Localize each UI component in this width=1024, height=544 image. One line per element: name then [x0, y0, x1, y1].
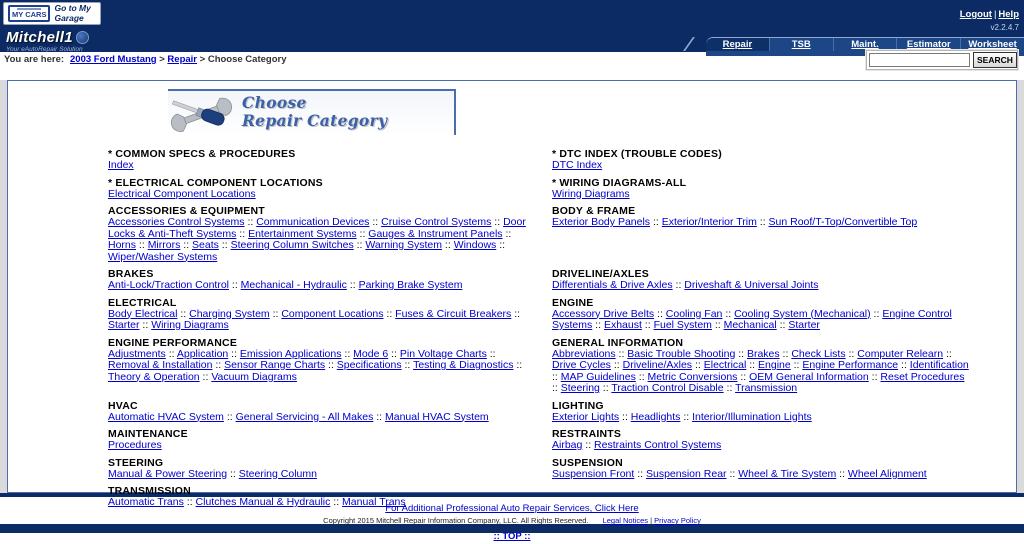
link-separator: :: — [212, 359, 225, 371]
category-heading: STEERING — [108, 456, 164, 469]
content-band — [0, 80, 1024, 508]
category-section — [108, 457, 526, 486]
tools-icon — [170, 93, 232, 135]
category-links — [552, 469, 972, 481]
link-separator: :: — [672, 279, 685, 291]
link-separator: :: — [870, 307, 883, 320]
link-separator: :: — [139, 319, 152, 331]
breadcrumb-current: Choose Category — [207, 54, 287, 65]
category-link[interactable]: Exterior/Interior Trim — [661, 216, 757, 228]
category-link[interactable]: Mechanical — [723, 319, 777, 331]
link-separator: :: — [491, 216, 504, 228]
category-links — [552, 349, 972, 395]
category-link[interactable]: Engine — [758, 359, 791, 371]
link-separator: :: — [650, 216, 662, 228]
category-section — [552, 205, 972, 268]
search-panel — [866, 50, 1018, 70]
category-links — [552, 440, 972, 452]
link-separator: :: — [223, 410, 236, 423]
version-label: v2.2.4.7 — [990, 23, 1019, 32]
category-link[interactable]: Cruise Control Systems — [381, 216, 492, 228]
copyright-text: Copyright 2015 Mitchell Repair Information Company, LLC. All Rights Reserved. — [323, 516, 589, 525]
category-link[interactable]: Restraints Control Systems — [594, 439, 722, 451]
link-separator: :: — [269, 307, 282, 320]
category-link[interactable]: Wiper/Washer Systems — [108, 250, 218, 263]
link-separator: :: — [136, 239, 148, 251]
category-heading: BRAKES — [108, 268, 154, 280]
tab-estimator[interactable]: Estimator — [896, 38, 960, 51]
category-link[interactable]: Identification — [909, 359, 969, 371]
category-link[interactable]: Entertainment Systems — [248, 227, 357, 240]
category-links — [108, 160, 526, 172]
category-link[interactable]: Steering Column Switches — [230, 239, 354, 251]
top-link[interactable]: :: TOP :: — [493, 530, 531, 542]
category-link[interactable]: Exterior Body Panels — [552, 216, 651, 228]
category-link[interactable]: Driveline/Axles — [622, 359, 693, 371]
category-link[interactable]: Check Lists — [791, 347, 846, 360]
category-link[interactable]: Removal & Installation — [108, 359, 213, 371]
logo-tagline: Your eAutoRepair Solution — [6, 46, 83, 53]
category-section — [108, 428, 526, 457]
category-grid — [108, 148, 1016, 514]
garage-label: Go to My Garage — [54, 3, 91, 23]
category-section — [108, 485, 526, 514]
category-link[interactable]: Interior/Illumination Lights — [692, 410, 812, 423]
category-link[interactable]: General Servicing - All Makes — [235, 410, 374, 423]
link-separator: :: — [341, 347, 354, 360]
category-heading: * ELECTRICAL COMPONENT LOCATIONS — [108, 176, 323, 189]
tab-maint[interactable]: Maint. — [833, 38, 897, 51]
link-separator: :: — [229, 279, 241, 291]
link-separator: :: — [836, 467, 848, 480]
category-heading: * DTC INDEX (TROUBLE CODES) — [552, 148, 722, 160]
category-heading: ENGINE PERFORMANCE — [108, 336, 238, 349]
link-separator: :: — [619, 410, 631, 423]
category-link[interactable]: Computer Relearn — [857, 347, 944, 360]
category-link[interactable]: Starter — [108, 319, 140, 331]
category-link[interactable]: Theory & Operation — [108, 370, 200, 383]
link-separator: :: — [634, 467, 646, 480]
link-separator: :: — [244, 216, 257, 228]
category-link[interactable]: Clutches Manual & Hydraulic — [195, 496, 331, 508]
link-separator: :: — [353, 239, 366, 251]
category-link[interactable]: Procedures — [108, 439, 162, 451]
category-link[interactable]: Differentials & Drive Axles — [552, 279, 673, 291]
category-links — [552, 160, 972, 172]
link-separator: :: — [582, 439, 595, 451]
link-separator: :: — [369, 216, 382, 228]
link-separator: :: — [346, 279, 359, 291]
page-title-block — [168, 89, 456, 135]
category-link[interactable]: Wheel & Tire System — [738, 467, 837, 480]
category-heading: DRIVELINE/AXLES — [552, 268, 649, 280]
page-title — [242, 94, 387, 130]
category-link[interactable]: Suspension Front — [552, 467, 635, 480]
category-links — [552, 309, 972, 332]
category-link[interactable]: Accessories Control Systems — [108, 216, 245, 228]
search-input[interactable] — [869, 53, 970, 67]
link-separator: :: — [228, 347, 240, 360]
link-separator: :: — [615, 347, 628, 360]
category-heading: MAINTENANCE — [108, 428, 188, 440]
category-link[interactable]: Steering — [560, 382, 600, 394]
link-separator: :: — [776, 319, 789, 331]
mitchell1-logo[interactable] — [6, 30, 89, 54]
category-links — [108, 349, 526, 384]
category-link[interactable]: Seats — [192, 239, 219, 251]
link-separator: :: — [552, 382, 561, 394]
category-section — [552, 148, 972, 177]
link-separator: :: — [373, 410, 385, 423]
link-separator: :: — [236, 227, 249, 240]
link-separator: :: — [735, 347, 747, 360]
link-separator: :: — [641, 319, 654, 331]
link-separator: :: — [635, 370, 648, 383]
link-separator: :: — [199, 370, 212, 383]
category-heading: ENGINE — [552, 296, 594, 309]
category-section — [108, 297, 526, 337]
category-link[interactable]: Wiring Diagrams — [151, 319, 229, 331]
category-heading: LIGHTING — [552, 399, 604, 412]
nav-tabs — [706, 37, 1024, 51]
link-separator: :: — [692, 359, 704, 371]
link-separator: :: — [898, 359, 910, 371]
page-title-line2: Repair Category — [242, 111, 388, 130]
link-separator: :: — [592, 319, 604, 331]
category-link[interactable]: Cooling Fan — [665, 307, 723, 320]
link-separator: :: — [180, 239, 193, 251]
category-link[interactable]: Brakes — [746, 347, 780, 360]
category-section — [552, 485, 972, 514]
category-link[interactable]: Body Electrical — [108, 307, 178, 320]
category-section — [552, 177, 972, 206]
category-link[interactable]: Index — [108, 159, 134, 171]
links-separator: | — [993, 9, 997, 20]
category-link[interactable]: Wheel Alignment — [847, 467, 927, 480]
category-link[interactable]: Parking Brake System — [358, 279, 463, 291]
category-section — [108, 148, 526, 177]
category-link[interactable]: Exhaust — [603, 319, 642, 331]
category-links — [108, 189, 526, 201]
license-plate-icon — [8, 5, 50, 22]
main-content — [7, 80, 1017, 508]
link-separator: :: — [711, 319, 724, 331]
link-separator: :: — [599, 382, 612, 394]
link-separator: :: — [442, 239, 454, 251]
category-link[interactable]: Application — [176, 347, 229, 360]
category-links — [108, 469, 526, 481]
link-separator: :: — [218, 239, 231, 251]
category-link[interactable]: Electrical — [703, 359, 747, 371]
category-link[interactable]: Specifications — [336, 359, 402, 371]
link-separator: :: — [845, 347, 858, 360]
link-separator: :: — [680, 410, 693, 423]
category-section — [552, 297, 972, 337]
category-links — [552, 217, 972, 229]
category-link[interactable]: Horns — [108, 239, 137, 251]
category-link[interactable]: Manual Trans — [342, 496, 406, 508]
link-separator: :: — [165, 347, 177, 360]
logout-link[interactable]: Logout — [959, 9, 992, 20]
category-link[interactable]: Manual & Power Steering — [108, 467, 228, 480]
category-links — [108, 217, 526, 263]
link-separator: :: — [790, 359, 803, 371]
category-heading: ELECTRICAL — [108, 296, 177, 309]
category-section — [108, 177, 526, 206]
category-links — [108, 280, 526, 292]
category-link[interactable]: Wiring Diagrams — [552, 187, 630, 200]
top-bar — [0, 0, 1024, 52]
breadcrumb-link[interactable]: 2003 Ford Mustang — [70, 54, 157, 65]
category-link[interactable]: Headlights — [630, 410, 681, 423]
link-separator: :: — [722, 307, 735, 320]
link-separator: :: — [330, 496, 343, 508]
category-heading: HVAC — [108, 399, 138, 412]
category-link[interactable]: Component Locations — [281, 307, 384, 320]
category-link[interactable]: Mode 6 — [353, 347, 389, 360]
category-link[interactable]: Fuses & Circuit Breakers — [395, 307, 512, 320]
link-separator: :: — [746, 359, 759, 371]
category-links — [552, 189, 972, 201]
search-button[interactable]: SEARCH — [973, 52, 1017, 68]
category-link[interactable]: Electrical Component Locations — [108, 187, 256, 200]
category-section — [552, 400, 972, 429]
category-links — [108, 412, 526, 424]
license-plate-frame — [17, 8, 41, 10]
category-link[interactable]: Starter — [788, 319, 820, 331]
category-heading: TRANSMISSION — [108, 485, 191, 497]
category-link[interactable]: Cooling System (Mechanical) — [734, 307, 871, 320]
category-link[interactable]: OEM General Information — [749, 370, 869, 383]
link-separator: :: — [511, 307, 521, 320]
link-separator: :: — [383, 307, 396, 320]
category-link[interactable]: Metric Conversions — [647, 370, 738, 383]
category-link[interactable]: Abbreviations — [552, 347, 616, 360]
category-link[interactable]: Steering Column — [238, 467, 317, 480]
category-link[interactable]: Pin Voltage Charts — [399, 347, 487, 360]
category-link[interactable]: Charging System — [189, 307, 270, 320]
link-separator: :: — [227, 467, 239, 480]
link-separator: :: — [943, 347, 952, 360]
category-link[interactable]: Exterior Lights — [552, 410, 620, 423]
category-section — [108, 400, 526, 429]
session-links — [960, 4, 1019, 32]
page-title-line1: Choose — [242, 93, 307, 112]
category-link[interactable]: Door Locks & Anti-Theft Systems — [108, 216, 526, 240]
category-section — [108, 205, 526, 268]
link-separator: :: — [552, 370, 561, 383]
link-separator: :: — [486, 347, 496, 360]
category-link[interactable]: Mirrors — [147, 239, 181, 251]
category-link[interactable]: Warning System — [365, 239, 443, 251]
category-links — [552, 412, 972, 424]
link-separator: :: — [325, 359, 337, 371]
category-heading: BODY & FRAME — [552, 205, 636, 217]
category-heading: * WIRING DIAGRAMS-ALL — [552, 176, 687, 189]
category-link[interactable]: Accessory Drive Belts — [552, 307, 655, 320]
category-heading: SUSPENSION — [552, 456, 623, 469]
category-link[interactable]: MAP Guidelines — [560, 370, 636, 383]
category-link[interactable]: Emission Applications — [239, 347, 342, 360]
link-separator: :: — [401, 359, 414, 371]
link-separator: :: — [737, 370, 750, 383]
logo-text: Mitchell1 — [6, 29, 73, 46]
link-separator: :: — [610, 359, 623, 371]
link-separator: :: — [868, 370, 881, 383]
category-link[interactable]: Basic Trouble Shooting — [627, 347, 736, 360]
category-link[interactable]: DTC Index — [552, 159, 603, 171]
breadcrumb-separator: > — [156, 54, 168, 65]
link-separator: :: — [388, 347, 400, 360]
category-link[interactable]: Gauges & Instrument Panels — [368, 227, 503, 240]
breadcrumb-link[interactable]: Repair — [167, 54, 197, 65]
link-separator: :: — [496, 239, 506, 251]
link-separator: :: — [779, 347, 792, 360]
category-section — [552, 428, 972, 457]
category-section — [108, 337, 526, 400]
category-link[interactable]: Sensor Range Charts — [224, 359, 326, 371]
category-link[interactable]: Transmission — [735, 382, 798, 394]
category-links — [108, 440, 526, 452]
link-separator: :: — [756, 216, 769, 228]
link-separator: :: — [513, 359, 523, 371]
category-links — [108, 497, 526, 509]
link-separator: :: — [183, 496, 196, 508]
category-heading: ACCESSORIES & EQUIPMENT — [108, 205, 265, 217]
category-links — [552, 280, 972, 292]
category-heading: * COMMON SPECS & PROCEDURES — [108, 148, 296, 160]
privacy-policy-link[interactable]: Privacy Policy — [654, 516, 701, 525]
footer-links-separator: | — [650, 516, 653, 525]
tab-worksheet[interactable]: Worksheet — [960, 38, 1024, 51]
go-to-garage-button[interactable] — [3, 2, 101, 25]
link-separator: :: — [502, 227, 512, 240]
category-link[interactable]: Windows — [453, 239, 497, 251]
breadcrumb-separator: > — [197, 54, 208, 65]
category-link[interactable]: Engine Performance — [802, 359, 899, 371]
category-link[interactable]: Sun Roof/T-Top/Convertible Top — [768, 216, 918, 228]
link-separator: :: — [177, 307, 190, 320]
category-link[interactable]: Adjustments — [108, 347, 166, 360]
tab-repair[interactable]: Repair — [706, 38, 769, 51]
category-link[interactable]: Airbag — [552, 439, 583, 451]
category-links — [108, 309, 526, 332]
category-link[interactable]: Testing & Diagnostics — [413, 359, 514, 371]
category-heading: RESTRAINTS — [552, 428, 622, 440]
category-link[interactable]: Driveshaft & Universal Joints — [684, 279, 819, 291]
link-separator: :: — [726, 467, 739, 480]
category-link[interactable]: Drive Cycles — [552, 359, 611, 371]
category-section — [552, 268, 972, 297]
link-separator: :: — [654, 307, 666, 320]
tab-tsb[interactable]: TSB — [769, 38, 833, 51]
category-link[interactable]: Anti-Lock/Traction Control — [108, 279, 229, 291]
category-link[interactable]: Fuel System — [653, 319, 712, 331]
category-heading: GENERAL INFORMATION — [552, 336, 684, 349]
category-link[interactable]: Manual HVAC System — [385, 410, 489, 423]
category-link[interactable]: Automatic Trans — [108, 496, 184, 508]
additional-services-link[interactable]: For Additional Professional Auto Repair Services, Click Here — [385, 503, 639, 514]
category-link[interactable]: Communication Devices — [256, 216, 370, 228]
category-section — [108, 268, 526, 297]
category-link[interactable]: Traction Control Disable — [611, 382, 724, 394]
category-section — [552, 337, 972, 400]
category-link[interactable]: Mechanical - Hydraulic — [240, 279, 347, 291]
link-separator: :: — [723, 382, 736, 394]
category-section — [552, 457, 972, 486]
link-separator: :: — [356, 227, 369, 240]
category-link[interactable]: Suspension Rear — [645, 467, 727, 480]
help-link[interactable]: Help — [998, 9, 1019, 20]
globe-icon — [76, 31, 89, 44]
breadcrumb-prefix: You are here: — [4, 54, 65, 65]
category-link[interactable]: Automatic HVAC System — [108, 410, 224, 423]
license-plate-text: MY CARS — [12, 10, 47, 20]
legal-notices-link[interactable]: Legal Notices — [602, 516, 649, 525]
category-link[interactable]: Reset Procedures — [880, 370, 965, 383]
category-link[interactable]: Engine Control Systems — [552, 307, 952, 331]
category-link[interactable]: Vacuum Diagrams — [211, 370, 297, 383]
